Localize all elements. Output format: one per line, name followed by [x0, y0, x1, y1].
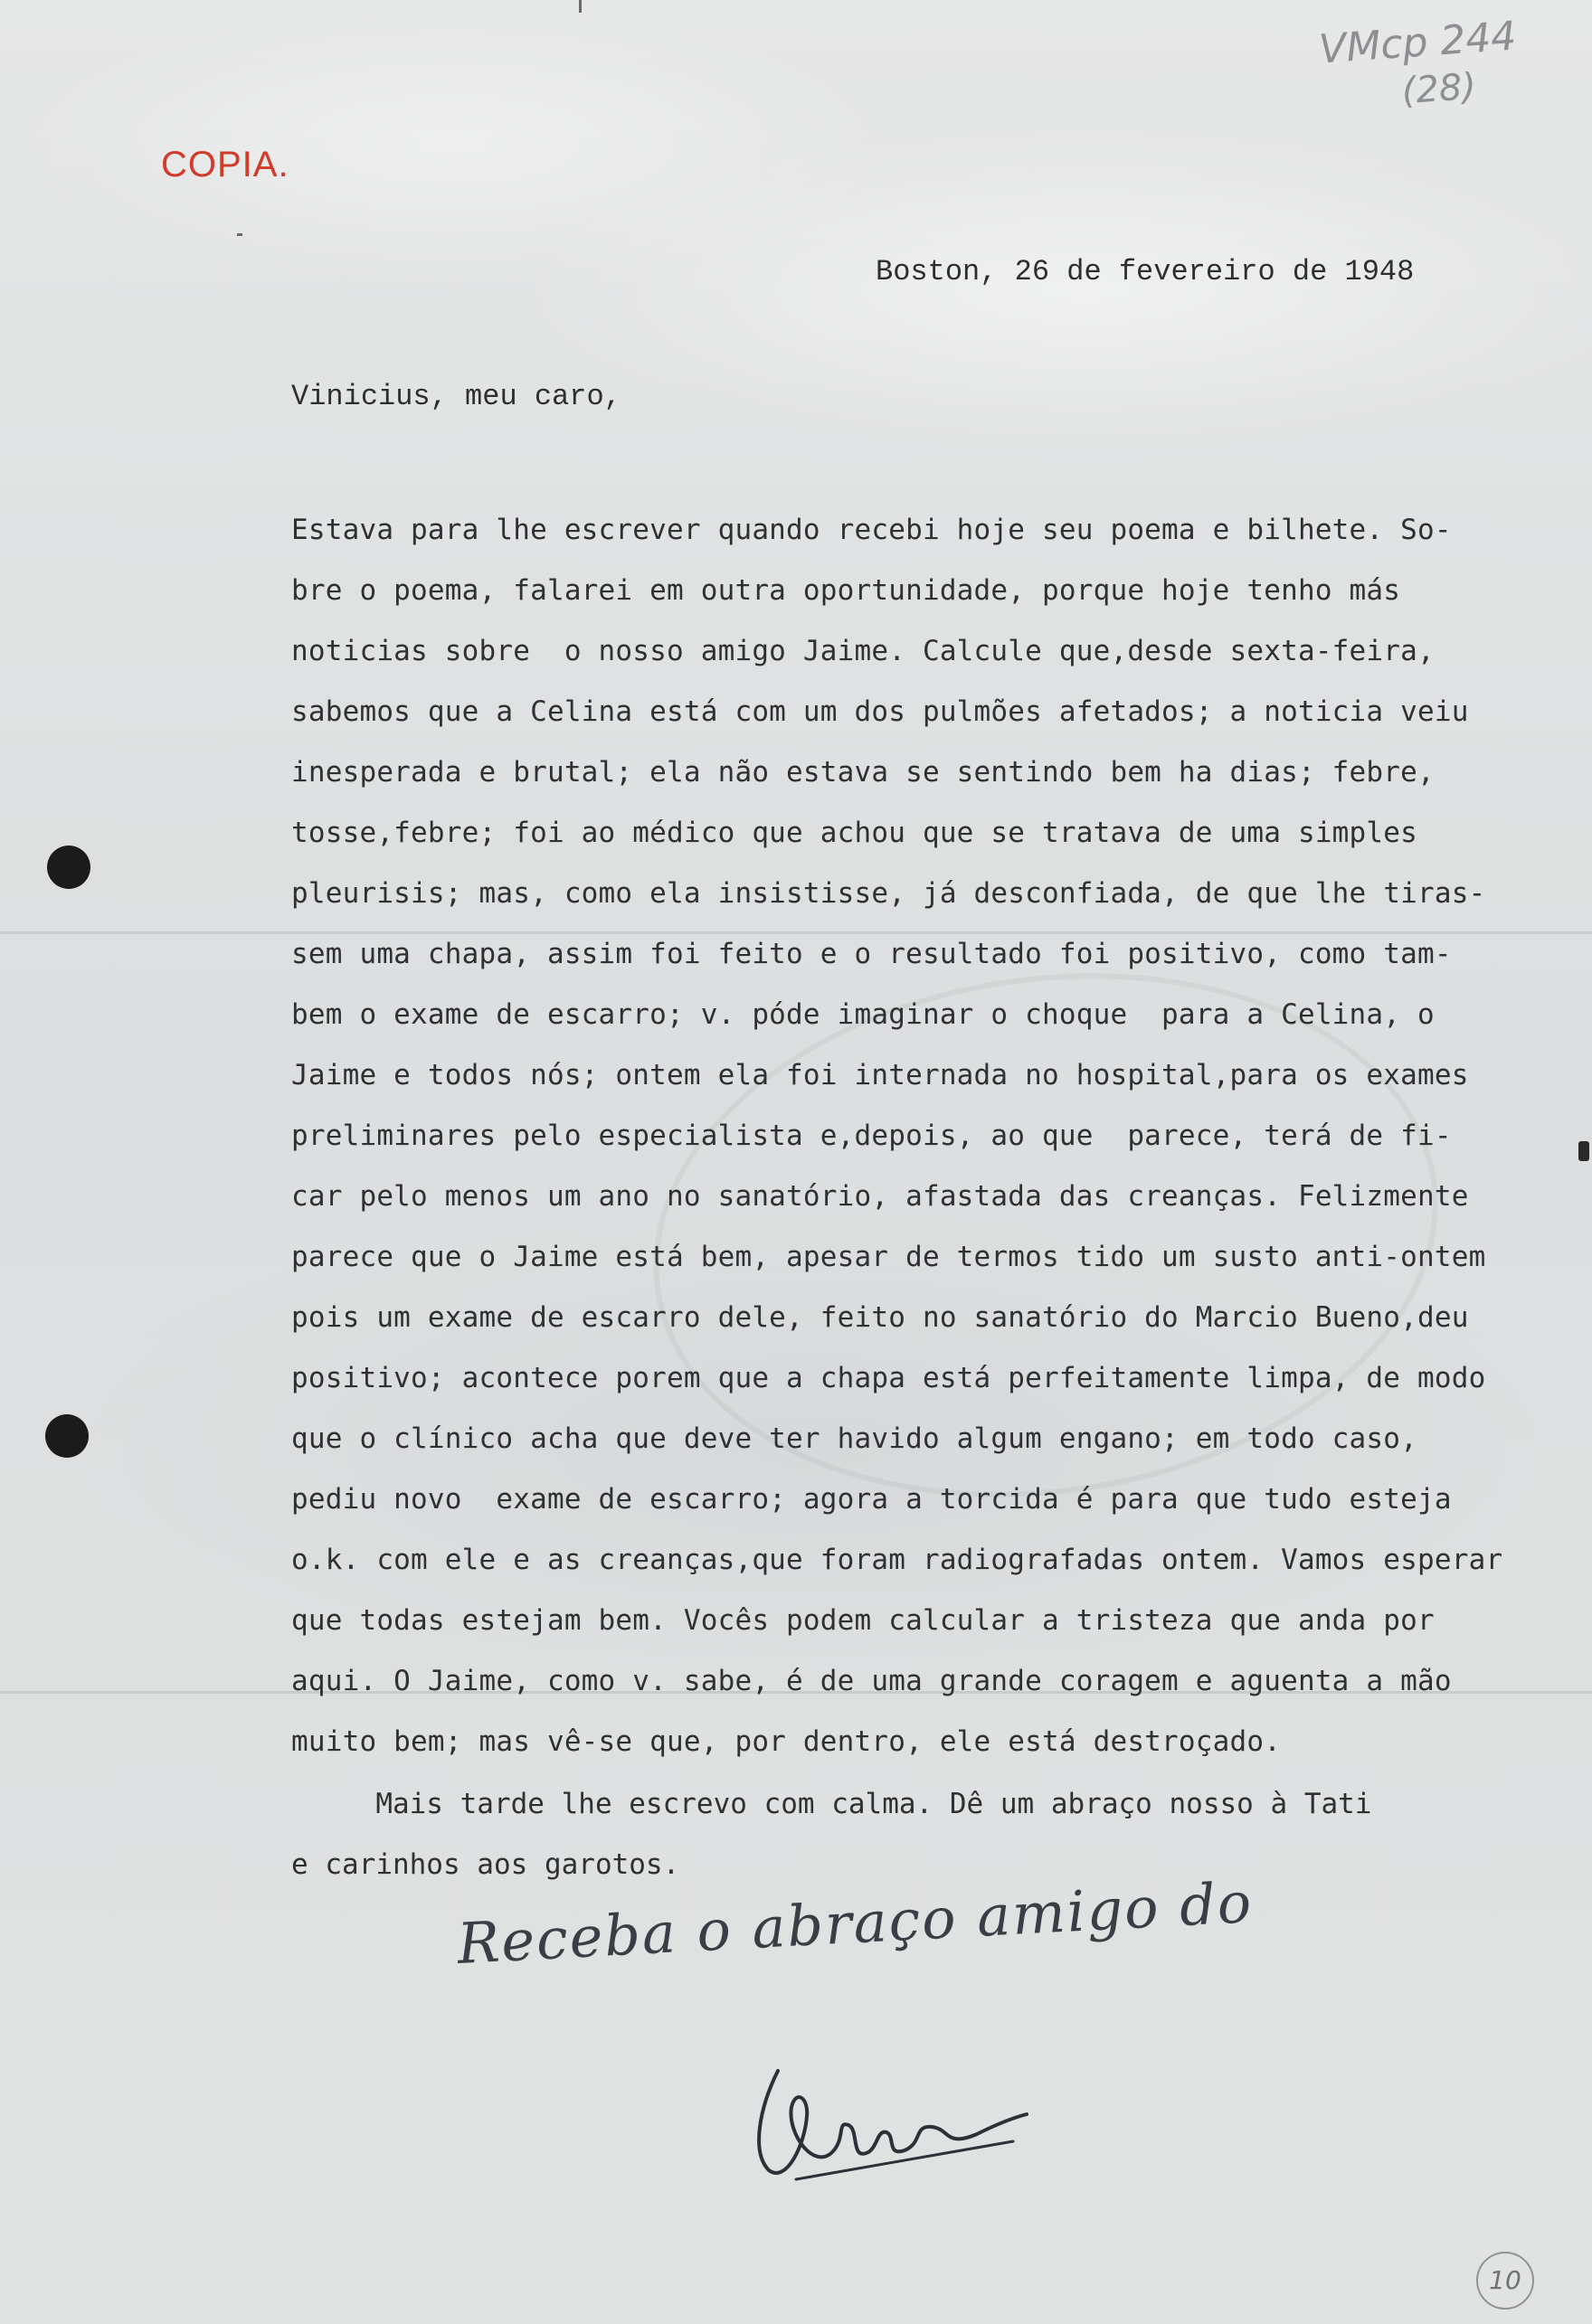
- edge-mark: [1578, 1141, 1589, 1161]
- archive-code-line2: (28): [1400, 65, 1478, 113]
- signature: [742, 2035, 1031, 2202]
- signature-scribble-icon: [742, 2035, 1031, 2197]
- handwritten-note: Receba o abraço amigo do: [455, 1869, 1255, 1977]
- edge-tick: [579, 0, 582, 13]
- punch-hole-icon: [45, 1414, 89, 1458]
- letter-closing: Mais tarde lhe escrevo com calma. Dê um abraço nosso à Tati e carinhos aos garotos.: [291, 1788, 1372, 1881]
- letter-body: Estava para lhe escrever quando recebi hoje seu poema e bilhete. So- bre o poema, falarei em outra oportunidade, porque hoje tenho más noticias sobre o nosso amigo Jaime. Calcule que,desde sexta-feira, sabemos que a Celina está com um dos pulmões afetados; a noticia veiu inesperada e brutal; ela não estava se sentindo bem ha dias; febre, tosse,febre; foi ao médico que achou que se tratava de uma simples pleurisis; mas, como ela insistisse, já desconfiada, de que lhe tiras- sem uma chapa, assim foi feito e o resultado foi positivo, como tam- bem o exame de escarro; v. póde imaginar o choque para a Celina, o Jaime e todos nós; ontem ela foi internada no hospital,para os exames preliminares pelo especialista e,depois, ao que parece, terá de fi- car pelo menos um ano no sanatório, afastada das creanças. Felizmente parece que o Jaime está bem, apesar de termos tido um susto anti-ontem pois um exame de escarro dele, feito no sanatório do Marcio Bueno,deu positivo; acontece porem que a chapa está perfeitamente limpa, de modo que o clínico acha que deve ter havido algum engano; em todo caso, pediu novo exame de escarro; agora a torcida é para que tudo esteja o.k. com ele e as creanças,que foram radiografadas ontem. Vamos esperar que todas estejam bem. Vocês podem calcular a tristeza que anda por aqui. O Jaime, como v. sabe, é de uma grande coragem e aguenta a mão muito bem; mas vê-se que, por dentro, ele está destroçado.: [291, 514, 1503, 1758]
- letter-salutation: Vinicius, meu caro,: [291, 380, 621, 413]
- edge-tick: [237, 233, 242, 236]
- letter-date: Boston, 26 de fevereiro de 1948: [876, 255, 1415, 288]
- archive-code: [1318, 14, 1521, 121]
- copy-stamp: COPIA.: [161, 145, 289, 184]
- punch-hole-icon: [47, 846, 90, 889]
- archive-code-line1: VMcp 244: [1317, 13, 1518, 73]
- page-number: 10: [1476, 2252, 1534, 2310]
